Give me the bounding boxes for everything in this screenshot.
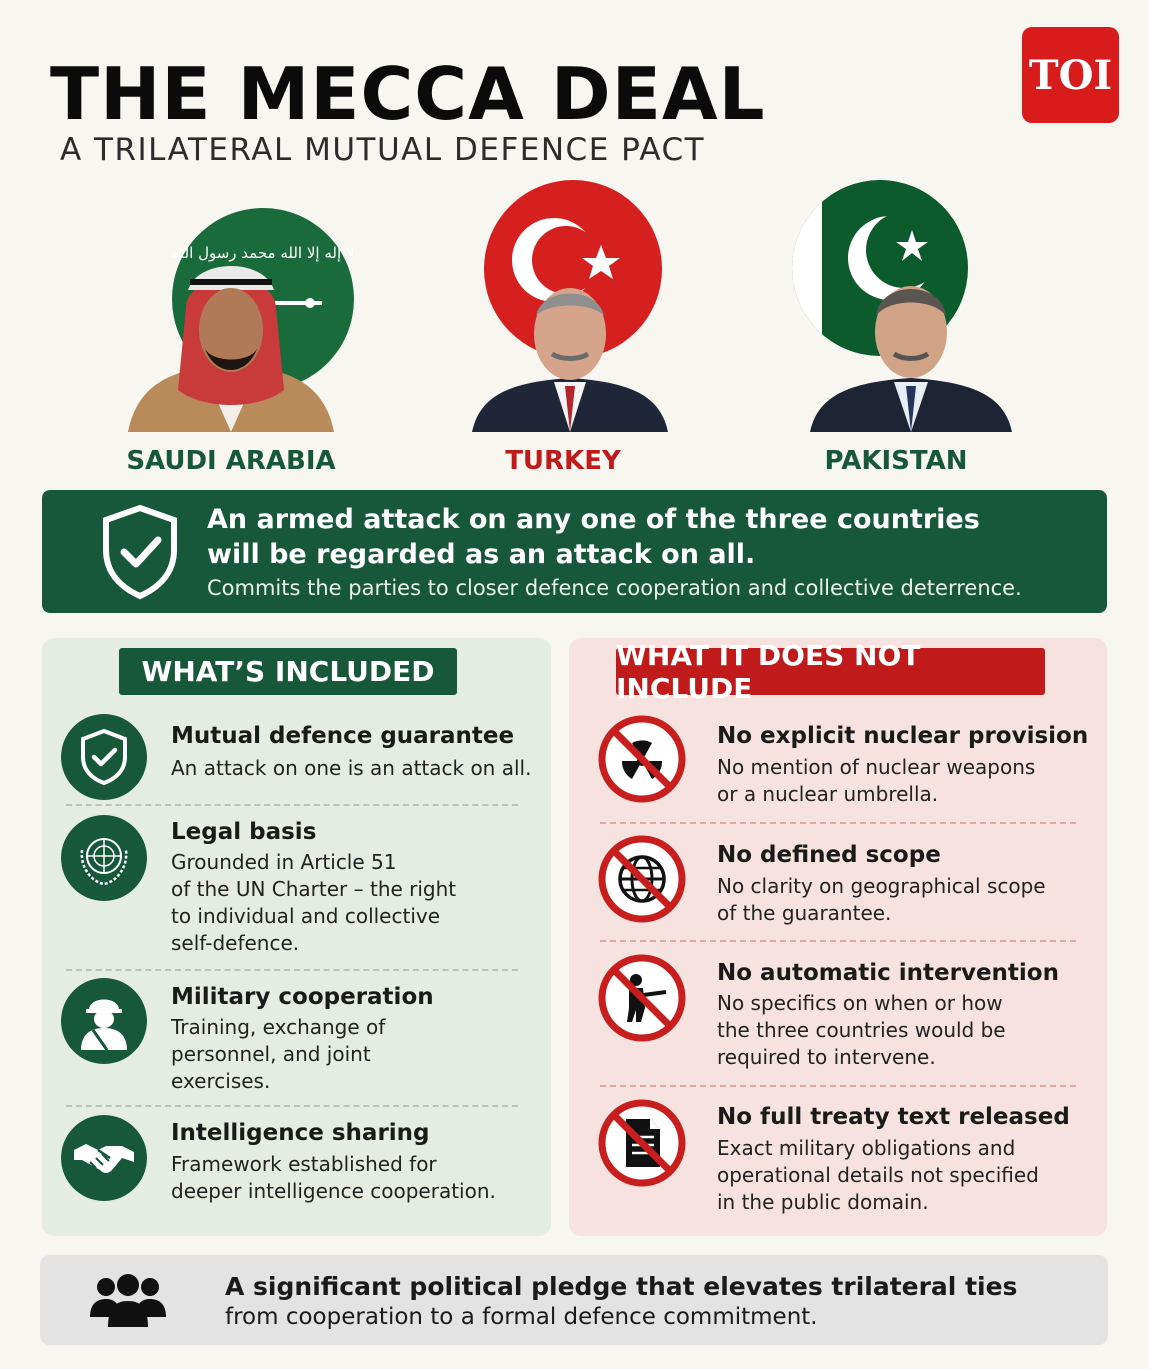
no-soldier-icon (596, 952, 688, 1044)
country-label-pakistan: PAKISTAN (824, 446, 968, 476)
handshake-icon (61, 1115, 147, 1201)
no-radiation-icon (596, 713, 688, 805)
included-item-title: Military cooperation (171, 984, 434, 1010)
page-title: THE MECCA DEAL (50, 52, 766, 136)
excluded-item-title: No explicit nuclear provision (717, 723, 1089, 749)
excluded-item-desc: No specifics on when or how the three countries would be required to intervene. (717, 991, 1006, 1069)
group-icon (90, 1273, 166, 1327)
country-label-saudi: SAUDI ARABIA (126, 446, 336, 476)
pledge-text (207, 502, 980, 572)
included-item-title: Legal basis (171, 819, 317, 845)
excluded-item-desc: No mention of nuclear weapons or a nuclear umbrella. (717, 755, 1036, 806)
pledge-line-2: will be regarded as an attack on all. (207, 539, 756, 570)
turkey-leader-portrait (472, 282, 668, 432)
no-document-icon (596, 1097, 688, 1189)
included-item-title: Intelligence sharing (171, 1120, 430, 1146)
saudi-flag-script: لا إله إلا الله محمد رسول الله (172, 244, 354, 262)
pledge-line-1: An armed attack on any one of the three countries (207, 504, 980, 535)
footer-line-1: A significant political pledge that elevates trilateral ties (225, 1272, 1018, 1301)
footer-banner (40, 1255, 1108, 1345)
footer-line-2: from cooperation to a formal defence commitment. (225, 1304, 818, 1330)
excluded-item-desc: No clarity on geographical scope of the guarantee. (717, 874, 1046, 925)
excluded-item-desc: Exact military obligations and operational details not specified in the public domain. (717, 1136, 1039, 1214)
divider (66, 969, 518, 971)
pakistan-leader-portrait (810, 274, 1012, 432)
divider (600, 1085, 1076, 1087)
included-heading: WHAT’S INCLUDED (119, 648, 457, 695)
no-globe-icon (596, 833, 688, 925)
included-item-desc: Grounded in Article 51 of the UN Charter – the right to individual and collective self-defence. (171, 850, 457, 955)
soldier-icon (61, 978, 147, 1064)
country-label-turkey: TURKEY (505, 446, 621, 476)
included-item-desc: Training, exchange of personnel, and joint exercises. (171, 1015, 386, 1093)
excluded-item-title: No automatic intervention (717, 960, 1059, 986)
toi-logo[interactable]: TOI (1022, 27, 1119, 123)
divider (66, 804, 518, 806)
shield-check-icon (100, 504, 180, 600)
excluded-item-title: No full treaty text released (717, 1104, 1070, 1130)
included-item-desc: Framework established for deeper intelligence cooperation. (171, 1152, 496, 1203)
excluded-item-title: No defined scope (717, 842, 941, 868)
divider (600, 940, 1076, 942)
pledge-banner (42, 490, 1107, 613)
saudi-leader-portrait (128, 260, 334, 432)
page-subtitle: A TRILATERAL MUTUAL DEFENCE PACT (60, 132, 706, 168)
divider (66, 1105, 518, 1107)
un-emblem-icon (61, 815, 147, 901)
included-item-desc: An attack on one is an attack on all. (171, 756, 532, 780)
divider (600, 822, 1076, 824)
shield-check-icon (61, 714, 147, 800)
excluded-heading: WHAT IT DOES NOT INCLUDE (616, 648, 1045, 695)
pledge-subtext: Commits the parties to closer defence cooperation and collective deterrence. (207, 576, 1022, 600)
included-item-title: Mutual defence guarantee (171, 723, 515, 749)
